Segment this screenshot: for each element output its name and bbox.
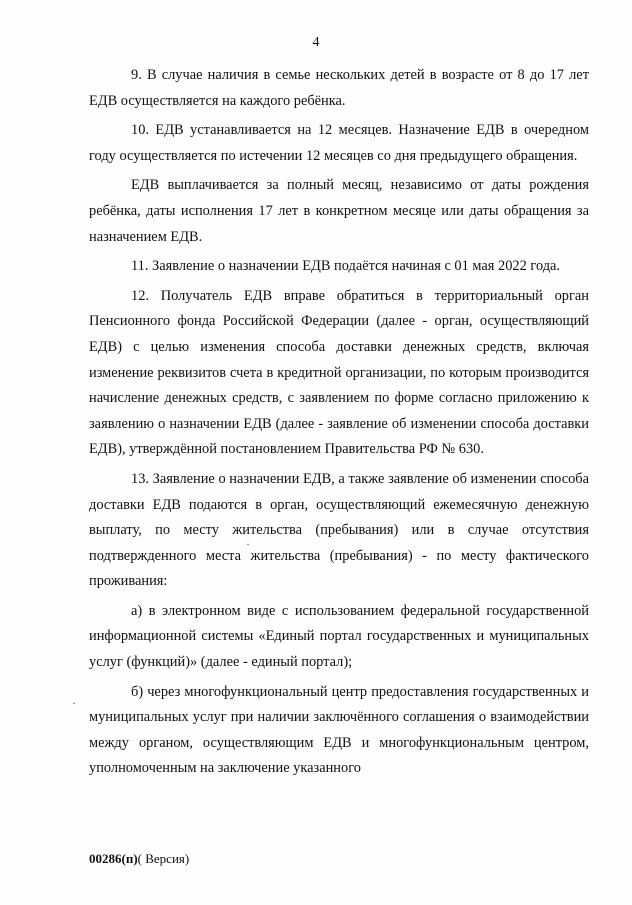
document-version: ( Версия) xyxy=(137,851,190,866)
scan-speck: · xyxy=(72,696,76,710)
paragraph-13b: б) через многофункциональный центр предоставления государственных и муниципальных услуг при наличии заключённого соглашения о взаимодействии между органом, осуществляющим ЕДВ и многофункциональным центром, уполномоченным на заключение указанного xyxy=(89,683,589,777)
scan-speck: · xyxy=(246,537,250,551)
paragraph-10: 10. ЕДВ устанавливается на 12 месяцев. Назначение ЕДВ в очередном году осуществляется по истечении 12 месяцев со дня предыдущего обращения. xyxy=(89,122,589,164)
paragraph-13: 13. Заявление о назначении ЕДВ, а также заявление об изменении способа доставки ЕДВ подаются в орган, осуществляющий ежемесячную денежную выплату, по месту жительства (пребывания) или в случае отсутствия подтвержденного места жительства (пребывания) - по месту фактического проживания: xyxy=(89,470,589,590)
paragraph-13a: а) в электронном виде с использованием федеральной государственной информационной системы «Единый портал государственных и муниципальных услуг (функций)» (далее - единый портал); xyxy=(89,602,589,671)
document-body xyxy=(89,63,589,782)
paragraph-11: 11. Заявление о назначении ЕДВ подаётся начиная с 01 мая 2022 года. xyxy=(131,258,561,275)
document-code: 00286(п) xyxy=(89,851,138,866)
paragraph-12: 12. Получатель ЕДВ вправе обратиться в территориальный орган Пенсионного фонда Российской Федерации (далее - орган, осуществляющий ЕДВ) с целью изменения способа доставки денежных средств, включая изменение реквизитов счета в кредитной организации, по которым производится начисление денежных средств, с заявлением по форме согласно приложению к заявлению о назначении ЕДВ (далее - заявление об изменении способа доставки ЕДВ), утверждённой постановлением Правительства РФ № 630. xyxy=(89,287,589,458)
page-number: 4 xyxy=(312,35,320,50)
document-footer xyxy=(89,851,189,867)
paragraph-9: 9. В случае наличия в семье нескольких детей в возрасте от 8 до 17 лет ЕДВ осуществляется на каждого ребёнка. xyxy=(89,67,589,109)
paragraph-payment: ЕДВ выплачивается за полный месяц, независимо от даты рождения ребёнка, даты исполнения 17 лет в конкретном месяце или даты обращения за назначением ЕДВ. xyxy=(89,177,589,245)
